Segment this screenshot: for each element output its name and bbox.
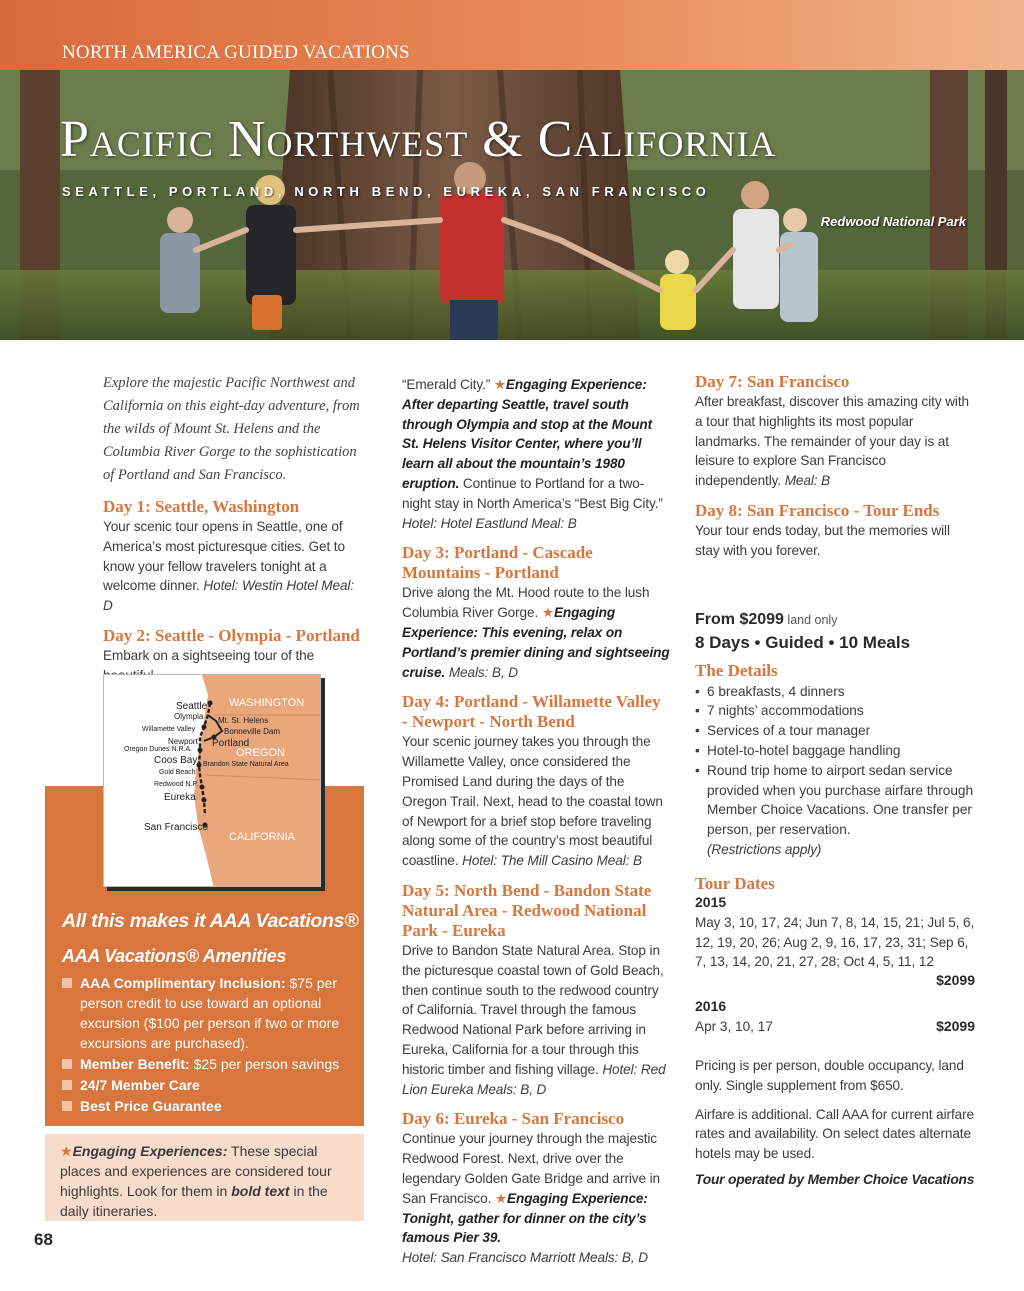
map-label-redwood: Redwood N.P. xyxy=(154,781,199,788)
detail-item: • Round trip home to airport sedan service provided when you purchase airfare through Member Choice Vacations. One transfer per person, per reservation. xyxy=(695,761,975,840)
day-3-heading: Day 3: Portland - Cascade Mountains - Portland xyxy=(402,543,593,583)
intro-text: Explore the majestic Pacific Northwest and California on this eight-day adventure, from the wilds of Mount St. Helens and the Columbia River Gorge to the sophistication of Portland and San Francisco. xyxy=(103,375,360,483)
column-1 xyxy=(103,360,365,686)
hero-photo xyxy=(0,70,1024,340)
restrictions-note: (Restrictions apply) xyxy=(707,841,822,857)
operator-note: Tour operated by Member Choice Vacations xyxy=(695,1171,975,1187)
day-3-text: Drive along the Mt. Hood route to the lush Columbia River Gorge. ★Engaging Experience: This evening, relax on Portland’s premier dining and sightseeing cruise. Meals: B, D xyxy=(402,585,670,680)
year-2015: 2015 xyxy=(695,893,727,910)
day-1-text: Your scenic tour opens in Seattle, one of America’s most picturesque cities. Get to know your fellow travelers tonight at a welcome dinner. Hotel: Westin Hotel Meal: D xyxy=(103,519,355,614)
details-list xyxy=(695,682,975,840)
day-2-text-start: Embark on a sightseeing tour of the xyxy=(103,647,315,663)
price-from: From $2099 land only xyxy=(695,610,838,628)
detail-item: • 6 breakfasts, 4 dinners xyxy=(695,682,975,702)
day-5-heading: Day 5: North Bend - Bandon State Natural Area - Redwood National Park - Eureka xyxy=(402,880,652,940)
tour-dates-heading: Tour Dates xyxy=(695,873,775,893)
star-icon: ★ xyxy=(541,605,554,621)
day-4-heading: Day 4: Portland - Willamette Valley - Newport - North Bend xyxy=(402,692,661,732)
day-2-heading: Day 2: Seattle - Olympia - Portland xyxy=(103,625,360,645)
map-label-california: CALIFORNIA xyxy=(229,831,296,843)
map-label-dunes: Oregon Dunes N.R.A. xyxy=(124,746,193,753)
map-label-mt-st-helens: Mt. St. Helens xyxy=(218,716,269,725)
header-band xyxy=(0,0,1024,70)
day-5-text: Drive to Bandon State Natural Area. Stop in the picturesque coastal town of Gold Beach, then continue south to the redwood country of California. Travel through the famous Redwood National Park before arriving in Eureka, California for a tour through this historic timber and fishing village. Hotel: Red Lion Eureka Meals: B, D xyxy=(402,942,666,1097)
day-6-text: Continue your journey through the majestic Redwood Forest. Next, drive over the legendary Golden Gate Bridge and arrive in San Francisco. ★Engaging Experience: Tonight, gather for dinner on the city’s famous Pier 39. Hotel: San Francisco Marriott Meals: B, D xyxy=(402,1131,661,1266)
day-1-heading: Day 1: Seattle, Washington xyxy=(103,497,300,516)
map-label-willamette: Willamette Valley xyxy=(142,726,196,733)
day-6-heading: Day 6: Eureka - San Francisco xyxy=(402,1109,625,1129)
map-label-oregon: OREGON xyxy=(236,747,285,759)
section-label: NORTH AMERICA GUIDED VACATIONS xyxy=(62,42,410,63)
map-label-eureka: Eureka xyxy=(164,792,196,803)
page-title: Pacific Northwest & California xyxy=(60,111,777,168)
map-label-washington: WASHINGTON xyxy=(229,697,305,709)
price-2016: $2099 xyxy=(936,1018,975,1035)
star-icon: ★ xyxy=(60,1143,73,1159)
map-label-newport: Newport xyxy=(168,737,198,746)
star-icon: ★ xyxy=(494,1190,508,1206)
amenity-item: Member Benefit: $25 per person savings xyxy=(62,1054,354,1074)
amenities-title: AAA Vacations® Amenities xyxy=(62,946,287,966)
amenities-list xyxy=(62,973,354,1117)
map-label-portland: Portland xyxy=(212,738,250,749)
route-map xyxy=(103,674,321,887)
map-label-olympia: Olympia xyxy=(174,712,204,721)
amenity-item: 24/7 Member Care xyxy=(62,1075,354,1095)
detail-item: • Services of a tour manager xyxy=(695,721,975,741)
detail-item: • Hotel-to-hotel baggage handling xyxy=(695,741,975,761)
aaa-box-title: All this makes it AAA Vacations® xyxy=(62,910,359,932)
dates-2015: May 3, 10, 17, 24; Jun 7, 8, 14, 15, 21; Jul 5, 6, 12, 19, 20, 26; Aug 2, 9, 16, 17, 23, 31; Sep 6, 7, 13, 14, 20, 21, 27, 28; Oct 4, 5, 11, 12 xyxy=(695,914,975,970)
day-2-text: “Emerald City.” ★Engaging Experience: After departing Seattle, travel south through Olympia and stop at the Mount St. Helens Visitor Center, where you’ll learn all about the mountain’s 1980 eruption. Continue to Portland for a two-night stay in North America’s “Best Big City.” Hotel: Hotel Eastlund Meal: B xyxy=(402,377,663,531)
dates-2016-row xyxy=(695,1017,975,1037)
day-8-text: Your tour ends today, but the memories will stay with you forever. xyxy=(695,522,950,558)
day-7-heading: Day 7: San Francisco xyxy=(695,372,850,391)
photo-caption: Redwood National Park xyxy=(820,214,966,229)
details-heading: The Details xyxy=(695,660,778,680)
day-8-heading: Day 8: San Francisco - Tour Ends xyxy=(695,500,940,520)
day-7-text: After breakfast, discover this amazing city with a tour that highlights its most popular landmarks. The remainder of your day is at leisure to explore San Francisco independently. Meal: B xyxy=(695,394,969,489)
star-icon: ★ xyxy=(493,377,506,392)
amenity-item: AAA Complimentary Inclusion: $75 per person credit to use toward an optional excursion ($100 per person if two or more excursions are purchased). xyxy=(62,973,354,1053)
map-label-bonneville: Bonneville Dam xyxy=(224,727,281,736)
engaging-experiences-note: ★Engaging Experiences: These special places and experiences are considered tour highlights. Look for them in bold text in the daily itineraries. xyxy=(60,1143,332,1219)
map-label-coos-bay: Coos Bay xyxy=(154,755,198,766)
year-2016: 2016 xyxy=(695,998,727,1015)
day-4-text: Your scenic journey takes you through the Willamette Valley, once considered the Promised Land during the days of the Oregon Trail. Next, head to the coastal town of Newport for a brief stop before traveling along some of the country’s most beautiful coastline. Hotel: The Mill Casino Meal: B xyxy=(402,734,663,869)
map-label-bandon: Brandon State Natural Area xyxy=(203,761,289,768)
column-3 xyxy=(695,364,975,1187)
map-label-san-francisco: San Francisco xyxy=(144,822,208,833)
column-2 xyxy=(402,375,670,1268)
map-label-gold-beach: Gold Beach xyxy=(159,769,196,776)
page-number: 68 xyxy=(34,1230,53,1249)
pricing-note: Pricing is per person, double occupancy, land only. Single supplement from $650. xyxy=(695,1057,964,1093)
tour-tagline: 8 Days • Guided • 10 Meals xyxy=(695,632,911,652)
day-1-hotel: Hotel: Westin Hotel Meal: D xyxy=(103,578,355,614)
map-label-seattle: Seattle xyxy=(176,701,208,712)
page-subtitle: SEATTLE, PORTLAND, NORTH BEND, EUREKA, SAN FRANCISCO xyxy=(62,184,711,199)
dates-2016: Apr 3, 10, 17 xyxy=(695,1019,773,1035)
detail-item: • 7 nights’ accommodations xyxy=(695,701,975,721)
airfare-note: Airfare is additional. Call AAA for current airfare rates and availability. On select dates alternate hotels may be used. xyxy=(695,1106,974,1162)
price-2015: $2099 xyxy=(936,972,975,989)
amenity-item: Best Price Guarantee xyxy=(62,1096,354,1116)
